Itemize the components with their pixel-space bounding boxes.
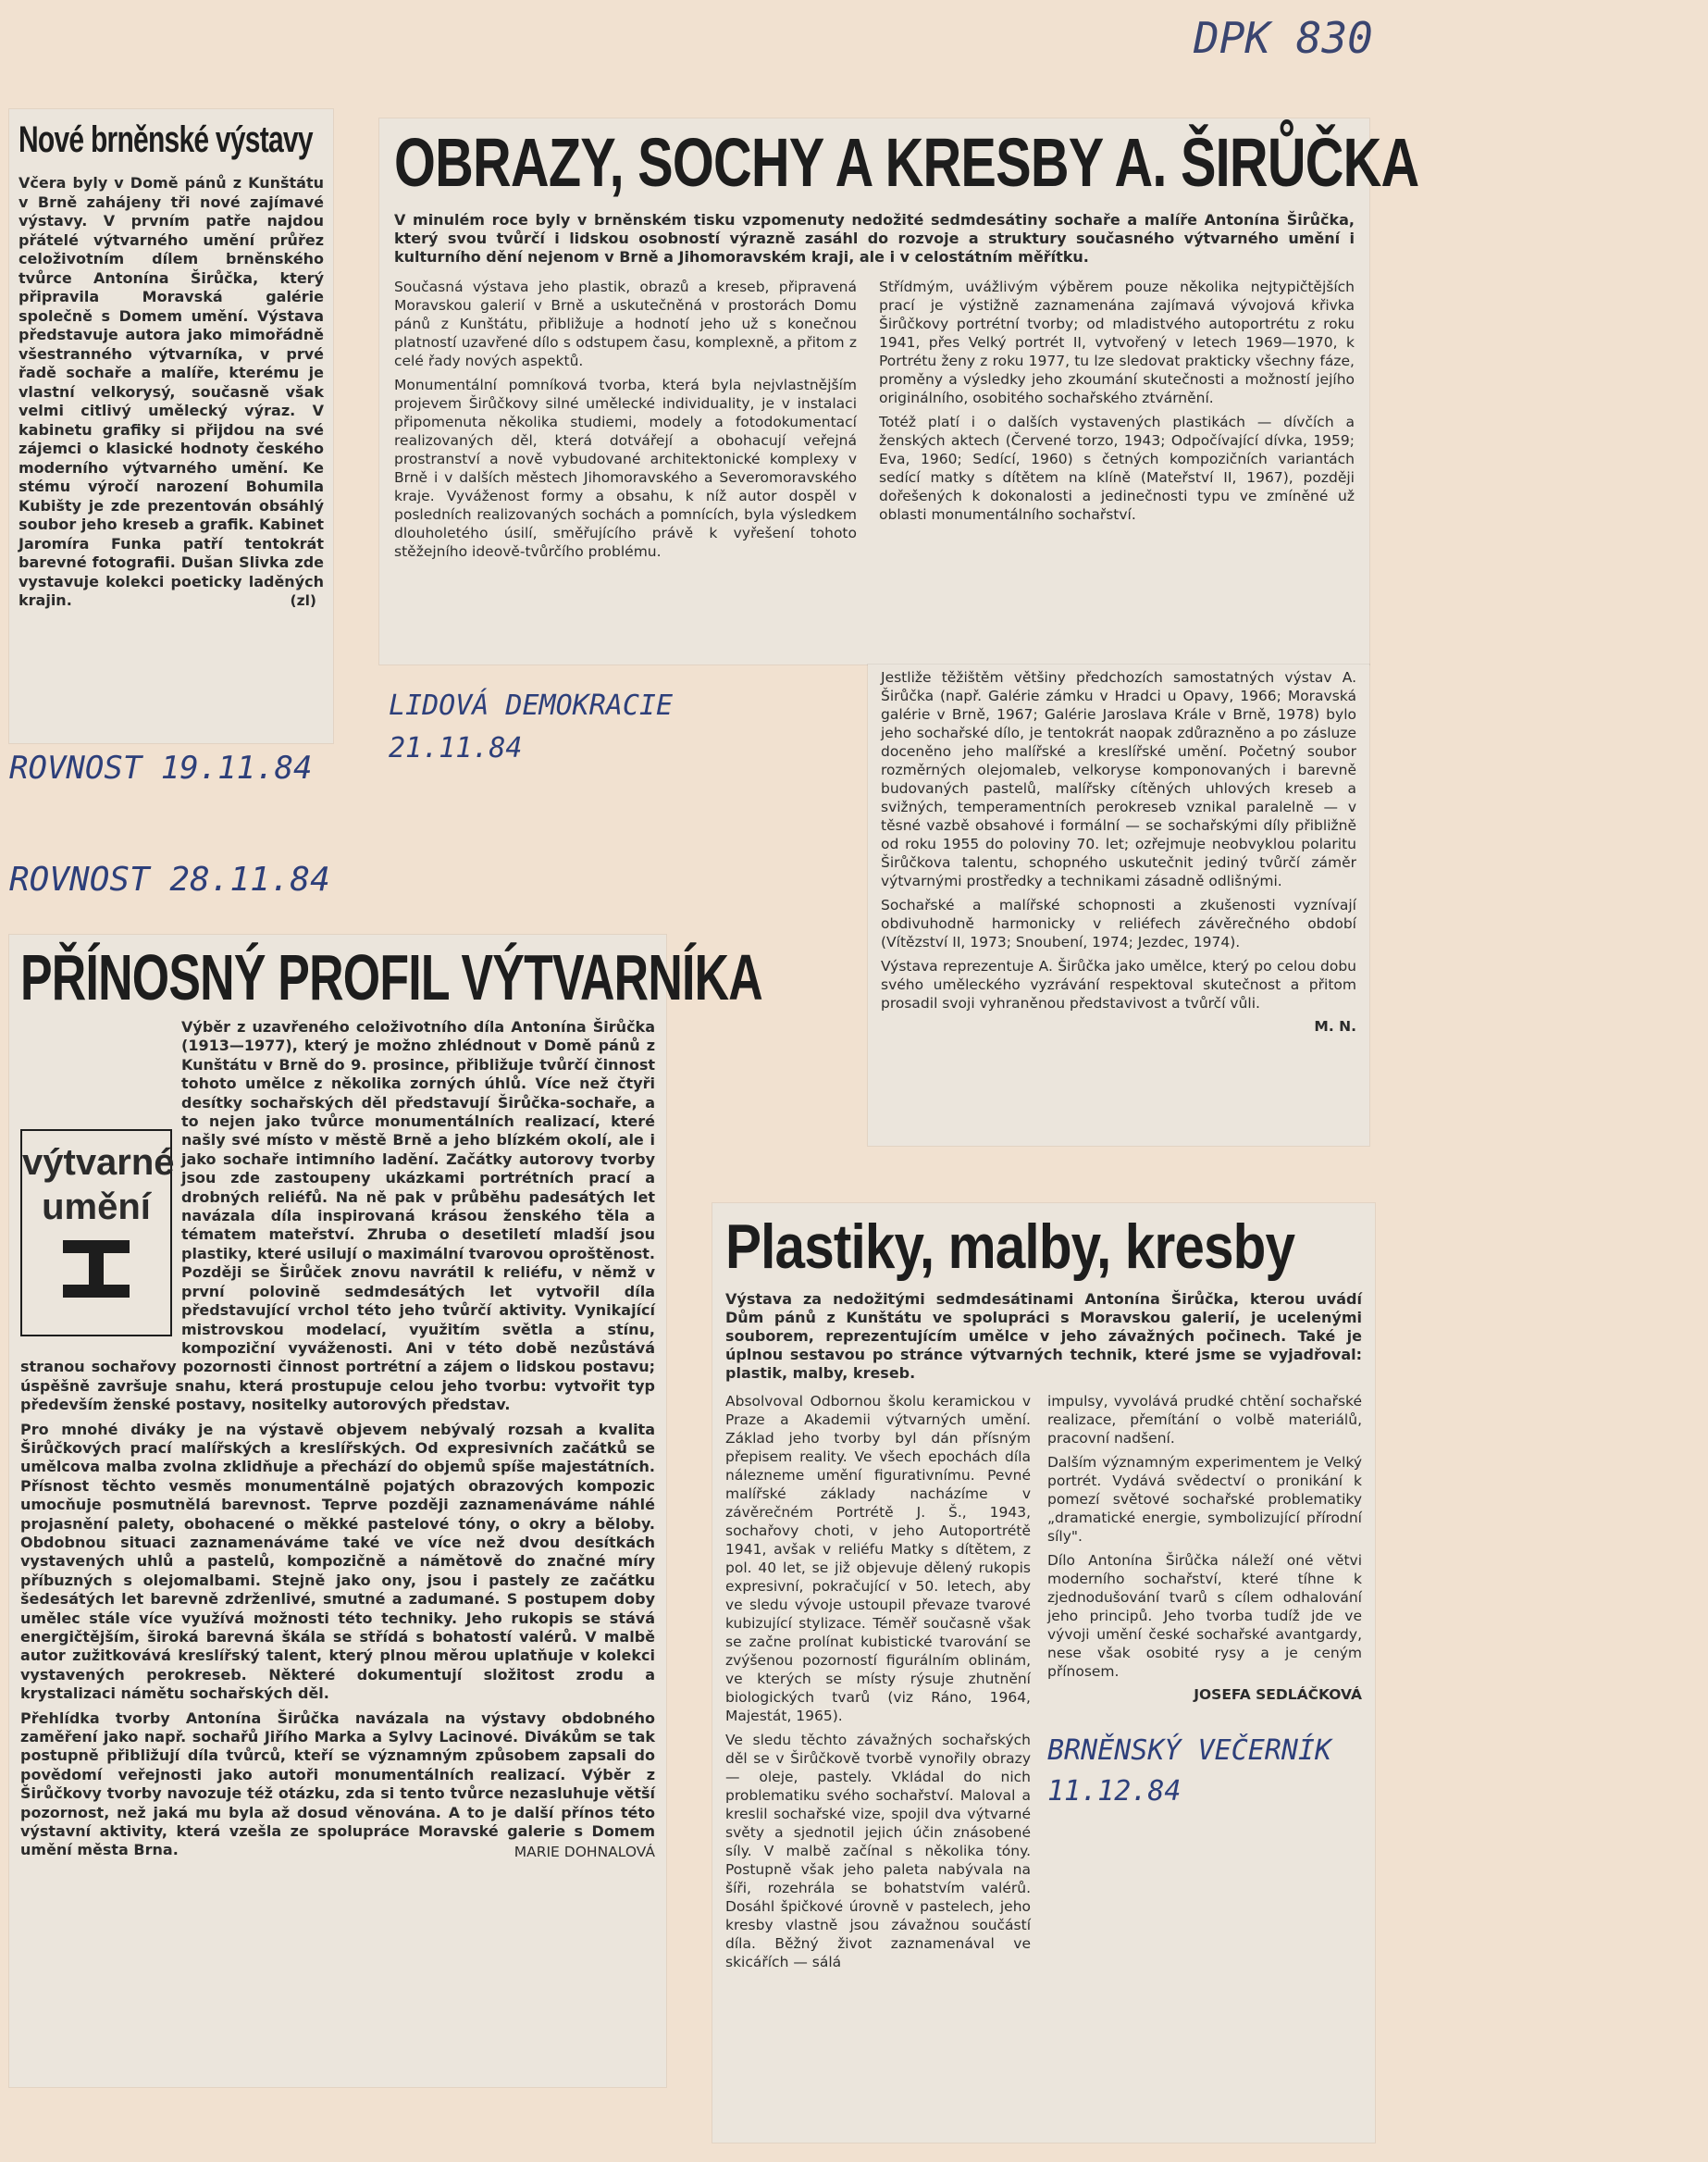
handwritten-source-lidova: LIDOVÁ DEMOKRACIE 21.11.84 [389, 690, 674, 764]
paragraph: Ve sledu těchto závažných sochařských děl se v Širůčkově tvorbě vynořily obrazy — oleje, pastely. Vkládal do nich problematiku svého sochařství. Maloval a kreslil sochařské vize, spojil dva výtvarné světy a sjednotil jejich účin znásobené síly. V malbě začínal s několika tóny. Postupně však jeho paleta nabývala na šíři, rozehrála se bohatstvím valérů. Dosáhl špičkové úrovně v pastelech, jeho kresby vlastně jsou závažnou součástí díla. Běžný život zaznamenával ve skicářích — sálá [725, 1732, 1031, 1970]
rubric-label-1: výtvarné [22, 1142, 175, 1183]
clip-vecernik-plastiky [712, 1203, 1375, 2143]
paragraph: Sochařské a malířské schopnosti a zkušenosti vyznívají obdivuhodně harmonicky v reliéfech závěrečného období (Vítězství II, 1973; Snoubení, 1974; Jezdec, 1974). [881, 897, 1356, 951]
clip-rovnost-nove-brnenske [9, 109, 333, 743]
article-lead: V minulém roce byly v brněnském tisku vzpomenuty nedožité sedmdesátiny sochaře a malíře Antonína Širůčka, který svou tvůrčí i lidskou osobností výrazně zasáhl do rozvoje a struktury současného výtvarného umění i kulturního dění nejenom v Brně a Jihomoravském kraji, ale i v celostátním měřítku. [394, 211, 1355, 266]
article-signature: MARIE DOHNALOVÁ [514, 1843, 655, 1860]
paragraph: Dalším významným experimentem je Velký portrét. Vydává svědectví o pronikání k pomezí světové sochařské problematiky „dramatické energie, symbolizující přírodní síly". [1047, 1454, 1362, 1545]
clip-rovnost-prinosny-profil [9, 935, 762, 2087]
article-headline: PŘÍNOSNÝ PROFIL VÝTVARNÍKA [20, 941, 762, 1013]
paragraph: Výběr z uzavřeného celoživotního díla Antonína Širůčka (1913—1977), který je možno zhlédnout v Domě pánů z Kunštátu v Brně do 9. prosince, přibližuje tvůrčí činnost tohoto umělce z několika zorných úhlů. Více než čtyři desítky sochařských děl představují Širůčka-sochaře, a to nejen jako tvůrce monumentálních realizací, které našly své místo v městě Brně a jeho blízkém okolí, ale i jako sochaře intimního ladění. Začátky autorovy tvorby jsou zde zastoupeny ukázkami portrétních prací a drobných reliéfů. Na ně pak v průběhu padesátých let navázala díla inspirovaná krásou ženského těla a tématem mateřství. Zhruba o desetiletí mladší jsou plastiky, které usilují o maximální tvarovou oproštěnost. Později se Širůček znovu navrátil k reliéfu, v němž v první polovině sedmdesátých let vytvořil díla představující vrchol této jeho tvůrčí aktivity. Vynikající mistrovskou modelací, využitím světla a stínu, kompoziční vyváženosti. Ani v této době nezůstává stranou sochařovy pozornosti činnost portrétní a zájem o lidskou postavu; úspěšně završuje snahu, která prostupuje celou jeho tvorbu: vytvořit typ především ženské postavy, nositelky autorových představ. [20, 1018, 655, 1414]
handwritten-source-rovnost2: ROVNOST 28.11.84 [9, 861, 330, 899]
article-lead: Výstava za nedožitými sedmdesátinami Antonína Širůčka, kterou uvádí Dům pánů z Kunštátu ve spolupráci s Moravskou galerií, je ucelenými souborem, reprezentujícím umělce v jeho závažných počinech. Také je úplnou sestavou po stránce výtvarných technik, které jsme se vyjadřoval: plastik, malby, kreseb. [725, 1290, 1362, 1382]
paragraph: Absolvoval Odbornou školu keramickou v Praze a Akademii výtvarných umění. Základ jeho tvorby byl dán přísným přepisem reality. Ve všech epochách díla nálezneme umění figurativnímu. Pevné malířské základy nacházíme v závěrečném Portrétě J. Š., 1943, sochařovy choti, v jeho Autoportrétě 1941, avšak v reliéfu Matky s dítětem, z pol. 40 let, se již objevuje dělený rukopis expresivní, pokračující v 50. letech, aby ve sledu vývoje ustoupil převaze tvarové kubizující stylizace. Téměř současně však se začne prolínat kubistické tvarování se zvýšenou pozorností figurálním oblinám, ve kterých se místy rýsuje zhutnění biologických tvarů (viz Ráno, 1964, Majestát, 1965). [725, 1393, 1031, 1724]
paragraph: Současná výstava jeho plastik, obrazů a kreseb, připravená Moravskou galerií v Brně a uskutečněná v prostorách Domu pánů z Kunštátu, přibližuje a hodnotí jeho už s konečnou platností uzavřené dílo s odstupem času, komplexně, a přitom z celé řady nových aspektů. [394, 279, 857, 369]
archive-mark: DPK 830 [1194, 13, 1373, 63]
paragraph: Jestliže těžištěm většiny předchozích samostatných výstav A. Širůčka (např. Galérie zámku v Hradci u Opavy, 1966; Moravská galérie v Brně, 1967; Galérie Jaroslava Krále v Brně, 1978) bylo jeho sochařské dílo, je tentokrát naopak zdůrazněno a po zásluze doceněno jeho malířské a kreslířské umění. Početný soubor rozměrných olejomaleb, velkoryse komponovaných i barevně budovaných pastelů, malířsky cítěných uhlových kreseb a svižných, temperamentních perokreseb vznikal paralelně — v těsné vazbě obsahové i formální — se sochařskými díly přibližně od roku 1955 do poloviny 70. let; ozřejmuje neobvyklou polaritu Širůčkova talentu, schopného uskutečnit jediný tvůrčí záměr výtvarnými prostředky a technikami zásadně odlišnými. [881, 669, 1356, 889]
paragraph: Pro mnohé diváky je na výstavě objevem nebývalý rozsah a kvalita Širůčkových prací malířských a kreslířských. Od expresivních začátků se umělcova malba zvolna zklidňuje a přechází do objemů spíše majestátních. Přísnost těchto vesměs monumentálně pojatých obrazových kompozic umocňuje posmutnělá barevnost. Teprve později zaznamenáváme náhlé projasnění palety, obohacené o měkké pastelové tóny, o okry a běloby. Obdobnou situaci zaznamenáváme také ve více než dvou desítkách vystavených uhlů a pastelů, kompozičně a námětově do značné míry příbuzných s olejomalbami. Stejně jako ony, jsou i pastely ze začátku šedesátých let barevně zdrženlivé, smutné a zadumané. S postupem doby umělec stále více využívá možnosti této techniky. Jeho rukopis se stává energičtějším, široká barevná škála se střídá s bohatostí valérů. V malbě autor zužitkovává kreslířský talent, který plnou měrou uplatňuje v kolekci vystavených perokreseb. Některé dokumentují složitost zrodu a krystalizaci námětu sochařských děl. [20, 1420, 655, 1703]
handwritten-source-vecernik: BRNĚNSKÝ VEČERNÍK 11.12.84 [1047, 1734, 1332, 1808]
article-headline: Nové brněnské výstavy [19, 119, 313, 160]
article-signature: (zl) [290, 591, 316, 609]
article-text: Včera byly v Domě pánů z Kunštátu v Brně zahájeny tři nové zajímavé výstavy. V prvním patře najdou přátelé výtvarného umění průřez celoživotním dílem brněnského tvůrce Antonína Širůčka, který připravila Moravská galérie společně s Domem umění. Výstava představuje autora jako mimořádně všestranného výtvarníka, v prvé řadě sochaře a malíře, kterému je vlastní velkorysý, současně však velmi citlivý umělecký výraz. V kabinetu grafiky si přijdou na své zájemci o klasické hodnoty českého moderního výtvarného umění. Ke stému výročí narození Bohumila Kubišty je zde prezentován obsáhlý soubor jeho kreseb a grafik. Kabinet Jaromíra Funka patří tentokrát barevné fotografii. Dušan Slivka zde vystavuje kolekci poeticky laděných krajin. [19, 174, 324, 609]
rubric-logo [20, 1129, 175, 1336]
article-signature: JOSEFA SEDLÁČKOVÁ [1194, 1686, 1362, 1703]
article-column-2-top [879, 278, 1355, 566]
rubric-pedestal-icon [59, 1236, 133, 1301]
clip-lidova-continuation [868, 665, 1369, 1146]
article-column-1 [725, 1392, 1031, 1977]
article-headline: OBRAZY, SOCHY A KRESBY A. ŠIRŮČKA [394, 124, 1419, 201]
paragraph: Dílo Antonína Širůčka náleží oné větvi moderního sochařství, které tíhne k zjednodušování tvarů s cílem odhalování jeho principů. Jeho tvorba tudíž jde ve vývoji umění české sochařské avantgardy, nese však osobité rysy a je ceným přínosem. [1047, 1552, 1362, 1680]
handwritten-source-rovnost1: ROVNOST 19.11.84 [9, 750, 313, 787]
rubric-label-2: umění [42, 1187, 151, 1227]
paragraph: Totéž platí i o dalších vystavených plastikách — dívčích a ženských aktech (Červené torzo, 1943; Odpočívající dívka, 1959; Eva, 1960; Sedící, 1960) s četných kompozičních variantách sedící matky s dítětem na klíně (Mateřství II, 1967), později dořešených k dokonalosti a jedinečnosti typu ve zmíněné už oblasti monumentálního sochařství. [879, 414, 1355, 523]
article-column-2 [1047, 1392, 1362, 1977]
paragraph: Přehlídka tvorby Antonína Širůčka navázala na výstavy obdobného zaměření jako např. sochařů Jiřího Marka a Sylvy Lacinové. Divákům se tak postupně přibližují díla tvůrců, kteří se významným způsobem zapsali do povědomí veřejnosti jako autoři monumentálních realizací. Výběr z Širůčkovy tvorby navozuje též otázku, zda si tento tvůrce nezasluhuje větší pozornost, než jaká mu byla až dosud věnována. A to je další přínos této výstavní aktivity, která vzešla ze spolupráce Moravské galerie s Domem umění města Brna. [20, 1708, 655, 1859]
paragraph: impulsy, vyvolává prudké chtění sochařské realizace, přemítání o volbě materiálů, pracovní nadšení. [1047, 1393, 1362, 1447]
clip-lidova-obrazy-sochy [379, 118, 1419, 665]
article-column-1 [394, 278, 857, 566]
article-signature: M. N. [1314, 1018, 1356, 1035]
paragraph: Monumentální pomníková tvorba, která byla nejvlastnějším projevem Širůčkovy silné umělecké individuality, je v instalaci připomenuta několika studiemi, modely a fotodokumentací realizovaných děl, která dotvářejí a obohacují veřejná prostranství a nově vybudované architektonické komplexy v Brně i v dalších městech Jihomoravského a Severomoravského kraje. Vyváženost formy a obsahu, k níž autor dospěl v posledních realizovaných sochách a pomnících, byla výsledkem dlouholetého úsilí, směřujícího právě k vyřešení tohoto stěžejního ideově-tvůrčího problému. [394, 377, 857, 560]
paragraph: Výstava reprezentuje A. Širůčka jako umělce, který po celou dobu svého uměleckého vyzrávání respektoval skutečnost a přitom prosadil svoji vyhraněnou představivost a tvůrčí vůli. [881, 958, 1356, 1012]
article-headline: Plastiky, malby, kresby [725, 1211, 1295, 1282]
paragraph: Střídmým, uvážlivým výběrem pouze několika nejtypičtějších prací je výstižně zaznamenána zajímavá vývojová křivka Širůčkovy portrétní tvorby; od mladistvého autoportrétu z roku 1941, přes Velký portrét II, vytvořený v letech 1969—1970, k Portrétu ženy z roku 1977, tu lze sledovat prakticky všechny fáze, proměny a výsledky jeho zkoumání skutečnosti a možností jejího originálního, osobitého sochařského ztvárnění. [879, 279, 1355, 406]
